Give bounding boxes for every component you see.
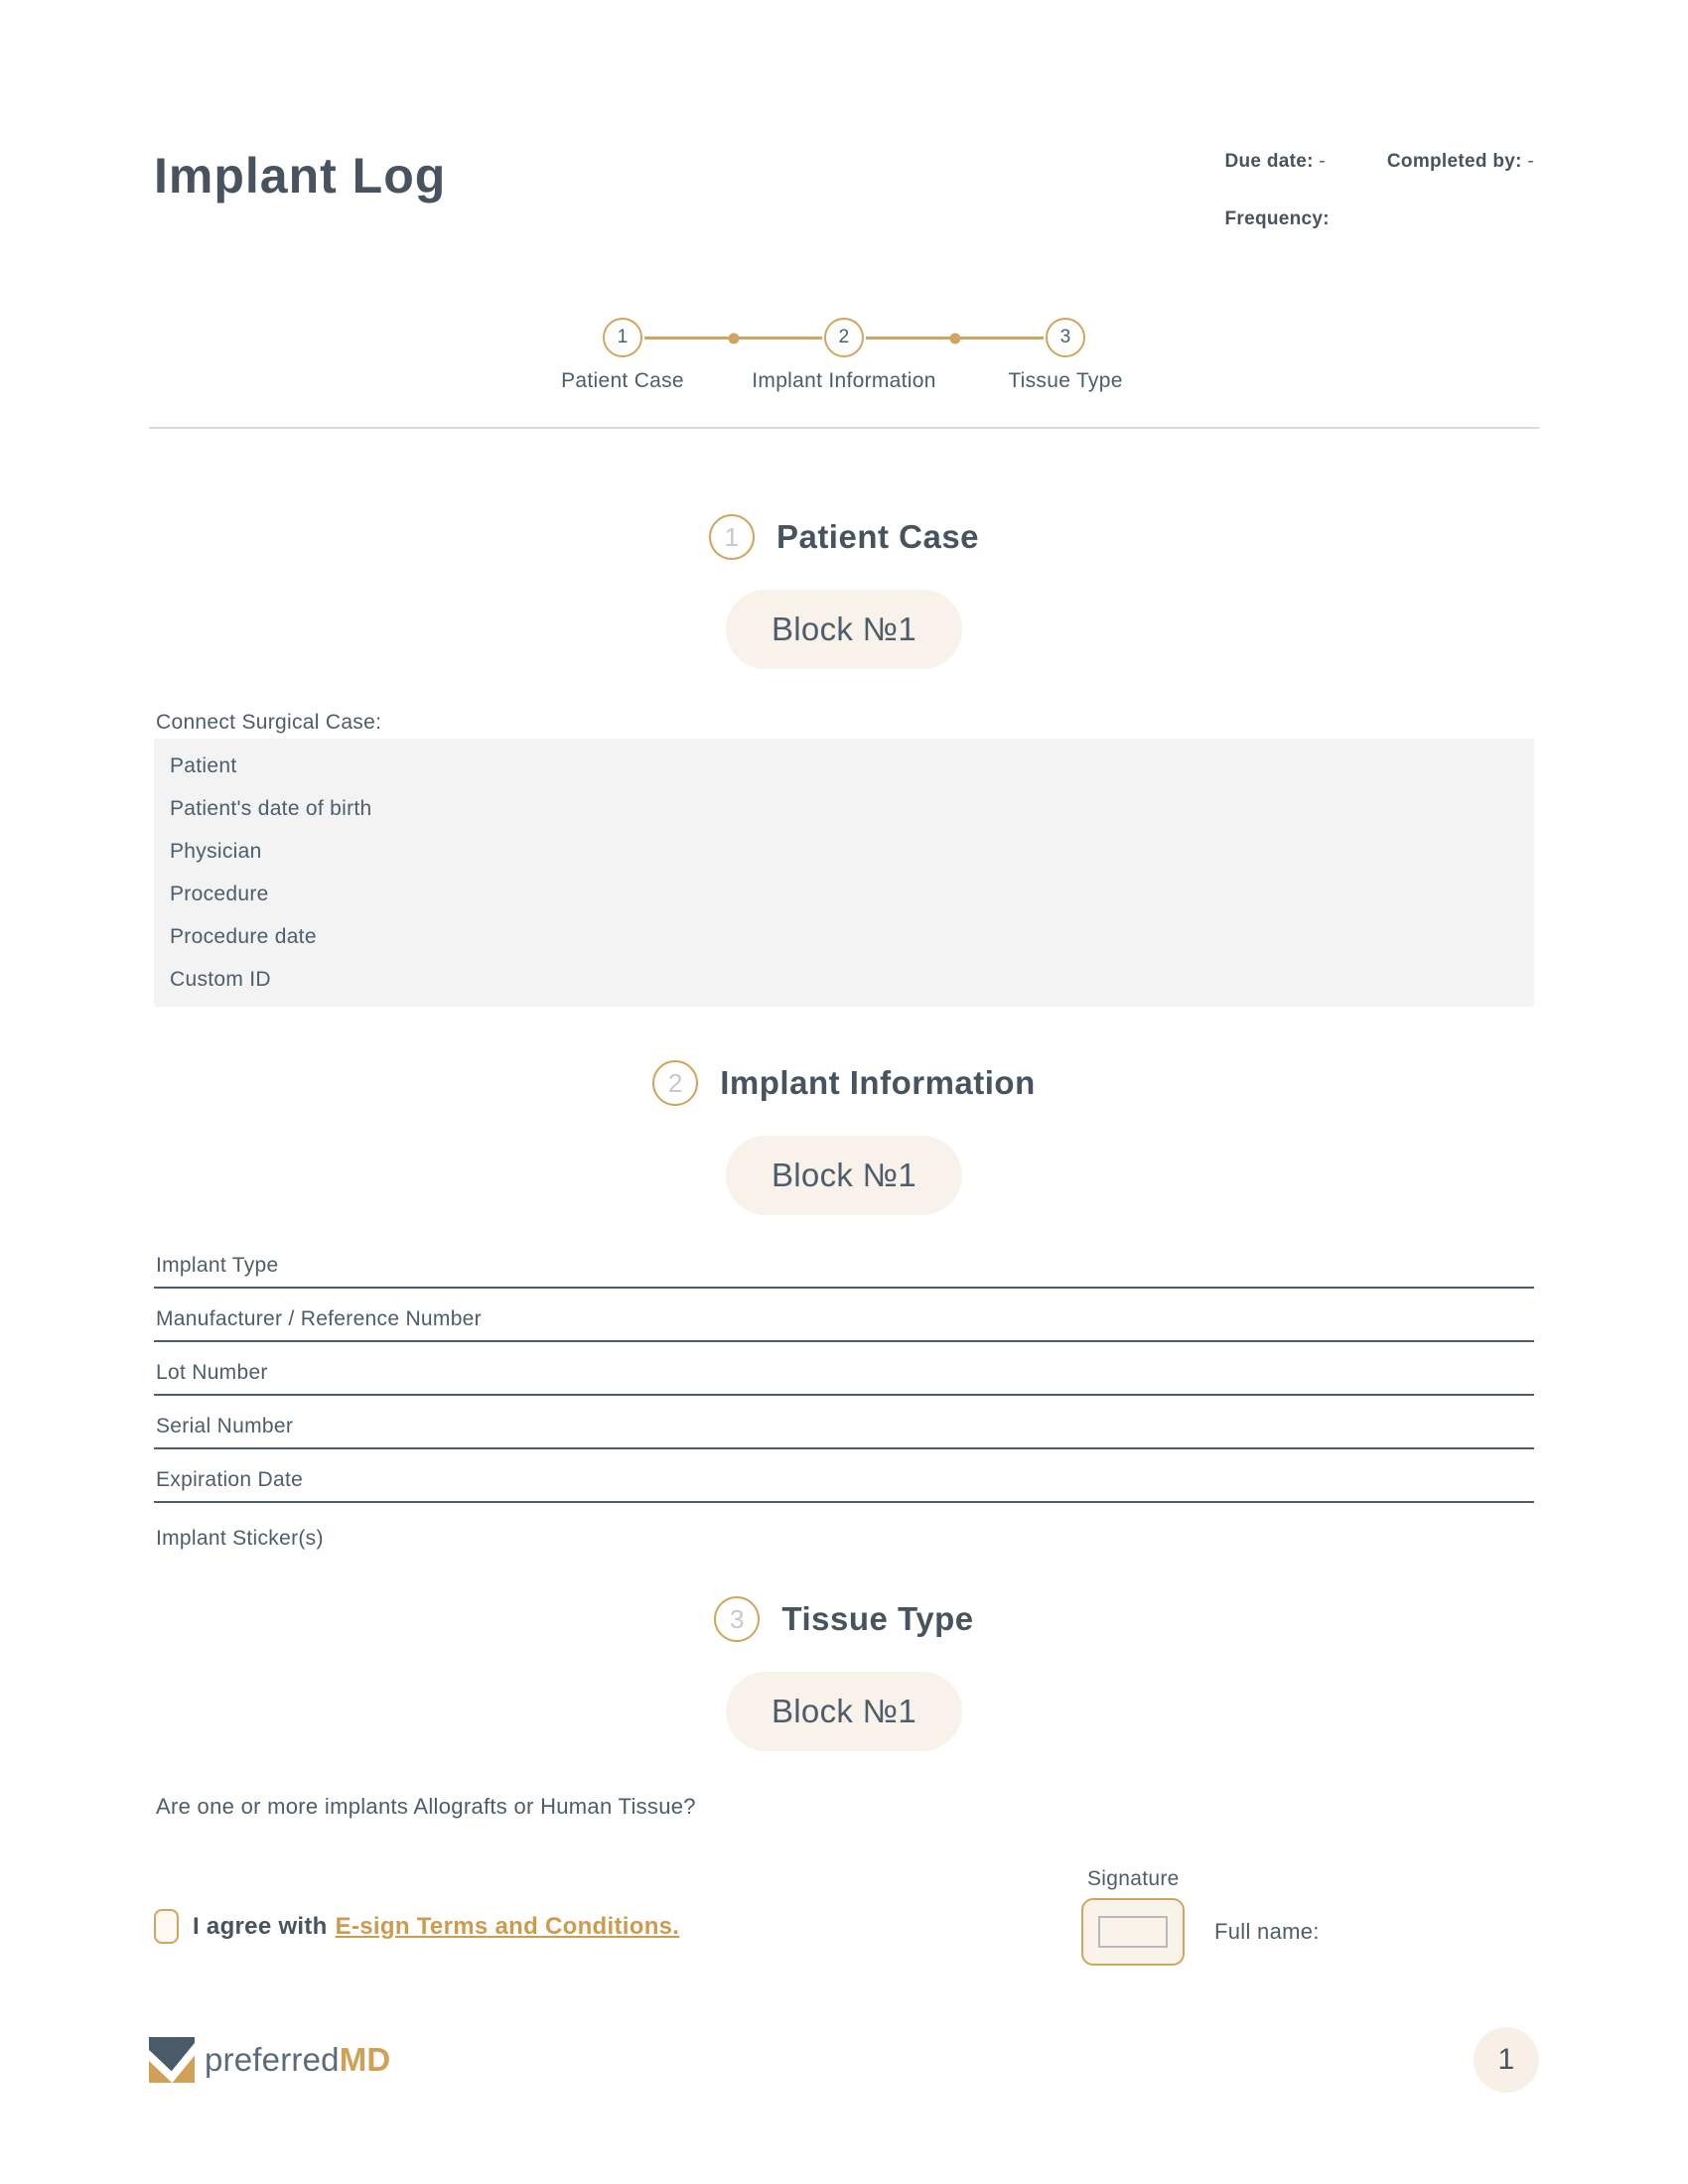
step-connector-1 xyxy=(644,337,822,340)
section-implant-information-heading xyxy=(0,1060,1688,1106)
section-patient-case-heading xyxy=(0,514,1688,560)
block-chip-patient-case: Block №1 xyxy=(726,590,962,669)
implant-stickers-field[interactable]: Implant Sticker(s) xyxy=(156,1527,324,1550)
esign-agree-group xyxy=(154,1909,679,1944)
preferredmd-logo-icon xyxy=(149,2037,195,2083)
page-number-badge: 1 xyxy=(1474,2027,1539,2093)
frequency-label: Frequency: xyxy=(1224,208,1330,229)
esign-terms-link[interactable]: E-sign Terms and Conditions. xyxy=(335,1912,680,1940)
signature-label: Signature xyxy=(1087,1867,1180,1890)
signature-inner-box xyxy=(1098,1916,1168,1948)
logo-text: preferredMD xyxy=(205,2041,391,2078)
step-3-circle: 3 xyxy=(1046,318,1085,357)
completed-by xyxy=(1387,151,1534,173)
expiration-date-field[interactable]: Expiration Date xyxy=(154,1449,1534,1503)
allograft-question: Are one or more implants Allografts or Human Tissue? xyxy=(156,1794,696,1819)
signature-group xyxy=(1081,1867,1534,1966)
completed-by-label: Completed by: xyxy=(1386,151,1522,172)
step-2-label: Implant Information xyxy=(752,369,936,392)
implant-fields xyxy=(154,1235,1534,1503)
block-chip-implant-information: Block №1 xyxy=(726,1136,962,1215)
block-chip-tissue-type: Block №1 xyxy=(726,1672,962,1751)
section-2-number-circle: 2 xyxy=(652,1060,698,1106)
surgical-case-field-physician: Physician xyxy=(170,840,262,863)
implant-type-field[interactable]: Implant Type xyxy=(154,1235,1534,1289)
signature-field[interactable] xyxy=(1081,1898,1185,1966)
header-meta xyxy=(1224,147,1534,230)
connect-surgical-case-label: Connect Surgical Case: xyxy=(156,711,382,734)
step-3-label: Tissue Type xyxy=(1008,369,1123,392)
preferredmd-logo xyxy=(149,2037,390,2083)
header-divider xyxy=(149,427,1539,429)
completed-by-value: - xyxy=(1527,151,1534,172)
step-1-circle: 1 xyxy=(603,318,642,357)
step-2-circle: 2 xyxy=(824,318,864,357)
surgical-case-field-dob: Patient's date of birth xyxy=(170,797,372,820)
lot-number-field[interactable]: Lot Number xyxy=(154,1342,1534,1396)
full-name-label: Full name: xyxy=(1214,1919,1320,1944)
section-1-title: Patient Case xyxy=(775,518,980,555)
step-connector-2 xyxy=(866,337,1044,340)
frequency xyxy=(1224,208,1329,230)
due-date-label: Due date: xyxy=(1224,151,1314,172)
esign-agree-checkbox[interactable] xyxy=(154,1909,179,1944)
surgical-case-field-procedure-date: Procedure date xyxy=(170,925,317,948)
agree-text: I agree with xyxy=(193,1912,328,1940)
section-1-number-circle: 1 xyxy=(709,514,755,560)
consent-signature-row xyxy=(154,1867,1534,1966)
connector-dot-icon xyxy=(728,333,739,343)
page-title: Implant Log xyxy=(154,148,447,204)
section-tissue-type-heading xyxy=(0,1596,1688,1642)
due-date xyxy=(1224,151,1329,173)
step-1-label: Patient Case xyxy=(561,369,684,392)
footer xyxy=(0,2027,1688,2093)
due-date-value: - xyxy=(1319,151,1326,172)
surgical-case-field-patient: Patient xyxy=(170,754,237,777)
surgical-case-panel xyxy=(154,739,1534,1007)
header xyxy=(0,0,1688,230)
progress-stepper xyxy=(496,318,1192,397)
serial-number-field[interactable]: Serial Number xyxy=(154,1396,1534,1449)
surgical-case-field-custom-id: Custom ID xyxy=(170,968,271,991)
signature-row xyxy=(1081,1898,1534,1966)
section-2-title: Implant Information xyxy=(720,1064,1036,1101)
surgical-case-field-procedure: Procedure xyxy=(170,883,269,905)
connector-dot-icon xyxy=(949,333,960,343)
manufacturer-reference-field[interactable]: Manufacturer / Reference Number xyxy=(154,1289,1534,1342)
section-3-number-circle: 3 xyxy=(714,1596,760,1642)
section-3-title: Tissue Type xyxy=(781,1600,974,1637)
